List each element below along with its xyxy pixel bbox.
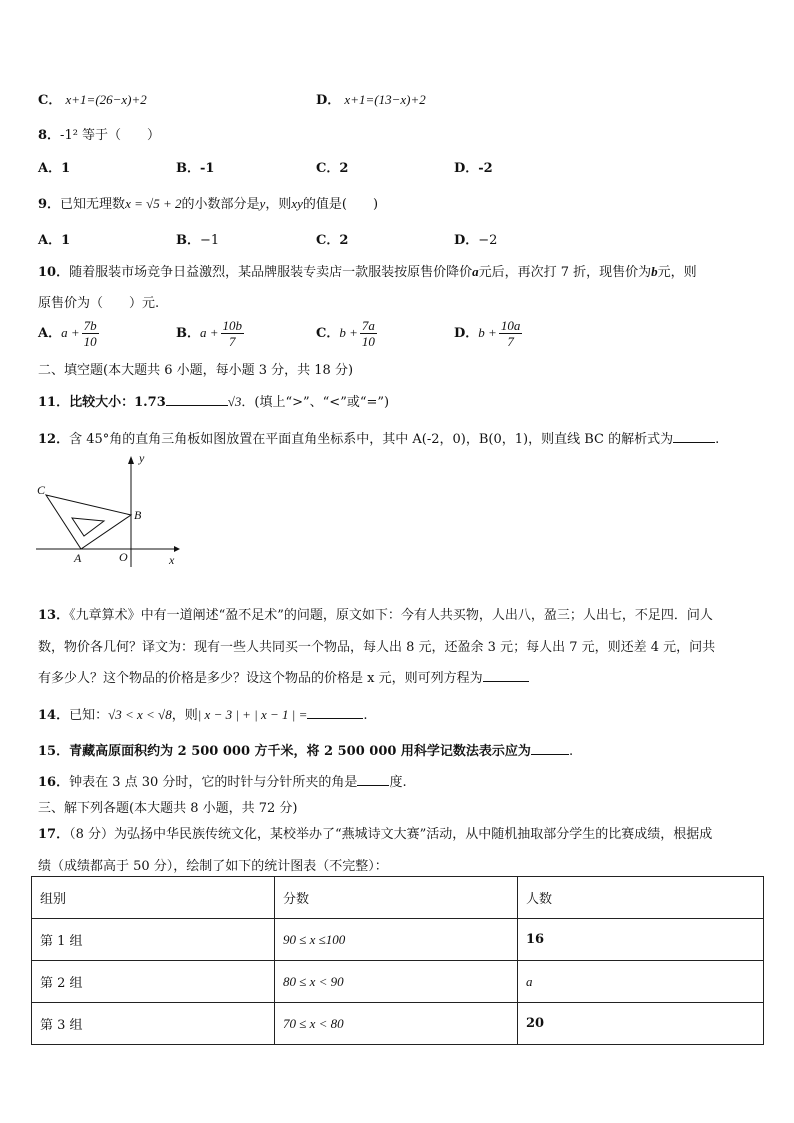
table-row bbox=[32, 919, 764, 961]
math-expression: a + bbox=[200, 325, 219, 340]
q11-stem bbox=[38, 391, 389, 410]
q13-line1 bbox=[38, 604, 713, 623]
question-text: 比较大小：1.73 bbox=[69, 395, 166, 410]
answer-blank bbox=[673, 430, 715, 443]
q12-stem bbox=[38, 428, 719, 447]
option-label: C． bbox=[316, 233, 340, 248]
triangle-board-outer bbox=[46, 495, 131, 549]
fraction bbox=[82, 318, 99, 349]
point-label-a: A bbox=[74, 551, 82, 565]
q10-option-a bbox=[38, 318, 101, 349]
option-text: −2 bbox=[478, 233, 498, 248]
q16-stem bbox=[38, 771, 407, 790]
q10-stem-line1 bbox=[38, 261, 697, 280]
question-text: ．(填上“>”、“<”或“=”) bbox=[241, 395, 390, 410]
q9-stem bbox=[38, 193, 378, 212]
q13-line2 bbox=[38, 636, 715, 655]
option-label: B． bbox=[176, 326, 200, 341]
q9-option-b bbox=[176, 229, 219, 248]
answer-blank bbox=[357, 773, 389, 786]
question-text: 含 45°角的直角三角板如图放置在平面直角坐标系中，其中 A(-2，0)，B(0，1)，则直线 BC 的解析式为 bbox=[69, 432, 674, 447]
table-cell: 70 ≤ x < 80 bbox=[275, 1003, 518, 1045]
question-text: 元后，再次打 7 折，现售价为 bbox=[478, 265, 652, 280]
question-text: 已知无理数 bbox=[60, 197, 126, 212]
question-number: 8． bbox=[38, 128, 61, 143]
option-label: A． bbox=[38, 233, 62, 248]
question-text: 青藏高原面积约为 2 500 000 方千米，将 2 500 000 用科学记数法表示应为 bbox=[69, 744, 531, 759]
q10-stem-line2 bbox=[38, 292, 159, 311]
question-text: 随着服装市场竞争日益激烈，某品牌服装专卖店一款服装按原售价降价 bbox=[69, 265, 473, 280]
question-number: 12． bbox=[38, 432, 70, 447]
section-heading-solve: 三、解下列各题(本大题共 8 小题，共 72 分) bbox=[38, 801, 298, 816]
question-number: 10． bbox=[38, 265, 70, 280]
table-header-cell: 组别 bbox=[32, 877, 275, 919]
option-label: C． bbox=[38, 93, 62, 108]
option-label: B． bbox=[176, 233, 200, 248]
numerator: 7b bbox=[83, 318, 97, 333]
question-text: ，则 bbox=[265, 197, 292, 212]
numerator: 7a bbox=[361, 318, 375, 333]
option-label: A． bbox=[38, 161, 62, 176]
y-axis-arrow bbox=[128, 456, 134, 464]
math-expression: b + bbox=[478, 325, 497, 340]
question-text: 原售价为（ ）元. bbox=[38, 296, 160, 311]
question-text: . bbox=[363, 708, 368, 723]
q8-option-c bbox=[316, 157, 348, 176]
denominator: 10 bbox=[361, 334, 375, 349]
table-header-row bbox=[32, 877, 764, 919]
table-cell: 第 3 组 bbox=[32, 1003, 275, 1045]
question-text: 已知： bbox=[69, 708, 109, 723]
question-number: 11． bbox=[38, 395, 70, 410]
math-variable: a bbox=[472, 264, 479, 279]
q8-option-a bbox=[38, 157, 70, 176]
question-text: 的值是( ) bbox=[302, 197, 379, 212]
section-heading-fill-in: 二、填空题(本大题共 6 小题，每小题 3 分，共 18 分) bbox=[38, 363, 354, 378]
question-text: 钟表在 3 点 30 分时，它的时针与分针所夹的角是 bbox=[69, 775, 358, 790]
q7-option-d bbox=[316, 89, 426, 108]
option-label: D． bbox=[454, 161, 479, 176]
score-table bbox=[31, 876, 764, 1045]
q15-stem bbox=[38, 740, 573, 759]
question-text: 度. bbox=[389, 775, 407, 790]
question-text: -1² 等于（ ） bbox=[60, 128, 161, 143]
axis-label-x: x bbox=[169, 553, 175, 567]
option-label: A． bbox=[38, 326, 62, 341]
answer-blank bbox=[307, 706, 363, 719]
numerator: 10a bbox=[500, 318, 521, 333]
q10-option-c bbox=[316, 318, 379, 349]
table-cell: 80 ≤ x < 90 bbox=[275, 961, 518, 1003]
question-number: 17． bbox=[38, 827, 70, 842]
option-label: D． bbox=[454, 326, 479, 341]
math-expression: xy bbox=[291, 196, 303, 211]
table-cell: a bbox=[518, 961, 764, 1003]
point-label-b: B bbox=[134, 508, 142, 522]
coordinate-figure bbox=[34, 450, 184, 570]
option-text: 2 bbox=[339, 233, 349, 248]
q14-stem bbox=[38, 704, 368, 723]
option-text: −1 bbox=[200, 233, 220, 248]
answer-blank bbox=[166, 393, 228, 406]
math-expression: x = √5 + 2 bbox=[125, 196, 182, 211]
q8-option-b bbox=[176, 157, 214, 176]
option-label: D． bbox=[454, 233, 479, 248]
q9-option-d bbox=[454, 229, 497, 248]
option-text: x+1=(13−x)+2 bbox=[344, 92, 426, 107]
question-text: ，则 bbox=[171, 708, 198, 723]
q9-option-a bbox=[38, 229, 70, 248]
option-text: 1 bbox=[61, 233, 71, 248]
numerator: 10b bbox=[222, 318, 243, 333]
q7-option-c bbox=[38, 89, 147, 108]
question-text: 的小数部分是 bbox=[181, 197, 260, 212]
question-number: 14． bbox=[38, 708, 70, 723]
q13-line3 bbox=[38, 667, 529, 686]
question-text: . bbox=[715, 432, 720, 447]
q8-option-d bbox=[454, 157, 493, 176]
math-expression: √3 bbox=[227, 394, 242, 409]
question-text: 《九章算术》中有一道阐述“盈不足术”的问题，原文如下：今有人共买物，人出八，盈三；人出七，不足四．问人 bbox=[69, 608, 713, 623]
table-cell: 90 ≤ x ≤100 bbox=[275, 919, 518, 961]
option-text: 2 bbox=[339, 161, 349, 176]
axis-label-y: y bbox=[139, 451, 145, 465]
math-expression: | x − 3 | + | x − 1 | = bbox=[197, 707, 308, 722]
question-text: 数，物价各几何？译文为：现有一些人共同买一个物品，每人出 8 元，还盈余 3 元；每人出 7 元，则还差 4 元，问共 bbox=[38, 640, 716, 655]
option-text: x+1=(26−x)+2 bbox=[65, 92, 147, 107]
q10-option-d bbox=[454, 318, 524, 349]
math-expression: a + bbox=[61, 325, 80, 340]
denominator: 10 bbox=[83, 334, 97, 349]
question-text: 有多少人？这个物品的价格是多少？设这个物品的价格是 x 元，则可列方程为 bbox=[38, 671, 483, 686]
question-text: 元，则 bbox=[657, 265, 697, 280]
option-label: C． bbox=[316, 161, 340, 176]
table-row bbox=[32, 961, 764, 1003]
q8-stem bbox=[38, 124, 160, 143]
math-variable: b bbox=[651, 264, 658, 279]
fraction bbox=[221, 318, 245, 349]
table-header-cell: 人数 bbox=[518, 877, 764, 919]
option-text: -1 bbox=[200, 161, 215, 176]
question-number: 16． bbox=[38, 775, 70, 790]
option-label: C． bbox=[316, 326, 340, 341]
question-number: 9． bbox=[38, 197, 61, 212]
denominator: 7 bbox=[229, 334, 236, 349]
question-number: 15． bbox=[38, 744, 70, 759]
math-expression: b + bbox=[339, 325, 358, 340]
q9-option-c bbox=[316, 229, 348, 248]
option-text: 1 bbox=[61, 161, 71, 176]
math-expression: √3 < x < √8 bbox=[108, 707, 172, 722]
point-label-o: O bbox=[119, 550, 128, 564]
option-label: B． bbox=[176, 161, 200, 176]
table-cell: 20 bbox=[518, 1003, 764, 1045]
answer-blank bbox=[531, 742, 569, 755]
math-variable: y bbox=[259, 196, 266, 211]
denominator: 7 bbox=[507, 334, 514, 349]
answer-blank bbox=[483, 669, 529, 682]
table-cell: 16 bbox=[518, 919, 764, 961]
table-row bbox=[32, 1003, 764, 1045]
table-cell: 第 1 组 bbox=[32, 919, 275, 961]
q17-line2 bbox=[38, 855, 388, 874]
triangle-board-inner bbox=[72, 518, 104, 536]
question-text: . bbox=[568, 744, 574, 759]
x-axis-arrow bbox=[174, 546, 180, 552]
q17-line1 bbox=[38, 823, 712, 842]
q10-option-b bbox=[176, 318, 246, 349]
question-text: （8 分）为弘扬中华民族传统文化，某校举办了“燕城诗文大赛”活动，从中随机抽取部分学生的比赛成绩，根据成 bbox=[69, 827, 713, 842]
fraction bbox=[360, 318, 377, 349]
option-label: D． bbox=[316, 93, 341, 108]
fraction bbox=[499, 318, 523, 349]
question-text: 绩（成绩都高于 50 分），绘制了如下的统计图表（不完整）： bbox=[38, 859, 388, 874]
table-cell: 第 2 组 bbox=[32, 961, 275, 1003]
option-text: -2 bbox=[478, 161, 493, 176]
point-label-c: C bbox=[37, 483, 46, 497]
question-number: 13． bbox=[38, 608, 70, 623]
table-header-cell: 分数 bbox=[275, 877, 518, 919]
